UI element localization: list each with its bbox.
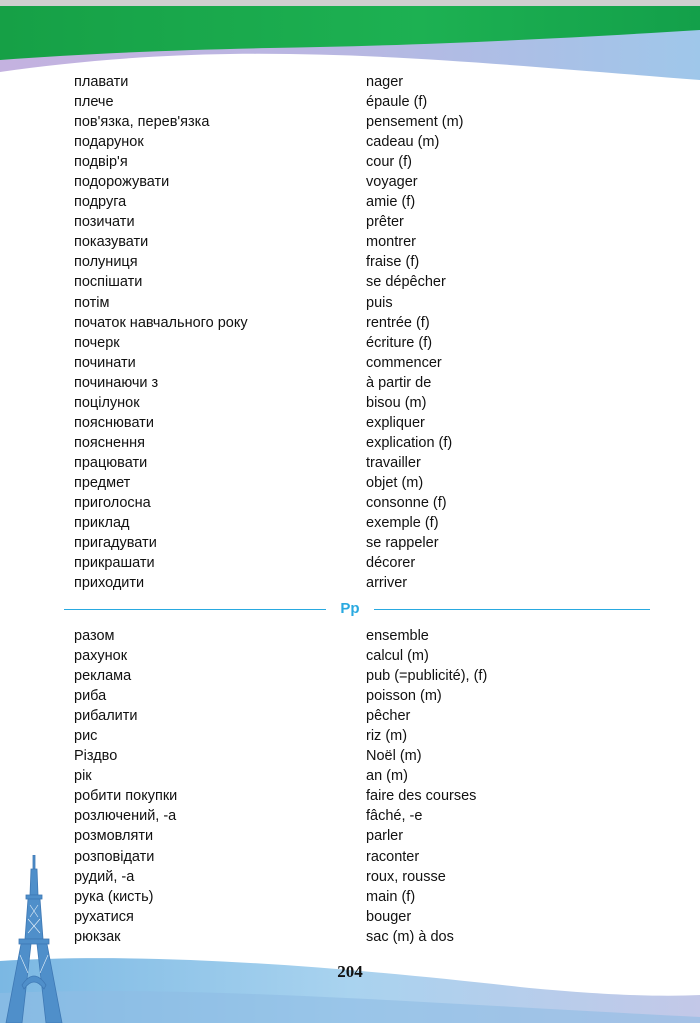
vocab-row: [0, 746, 700, 766]
french-translation: pêcher: [366, 708, 411, 725]
french-translation: cour (f): [366, 154, 412, 171]
french-translation: arriver: [366, 575, 408, 592]
french-translation: épaule (f): [366, 94, 428, 111]
section-divider: [64, 598, 650, 620]
vocab-row: [0, 766, 700, 786]
vocab-row: [0, 786, 700, 806]
vocab-row: [0, 686, 700, 706]
french-translation: main (f): [366, 888, 416, 905]
vocab-row: [0, 152, 700, 172]
vocab-row: [0, 433, 700, 453]
ukrainian-word: пояснення: [74, 434, 145, 451]
ukrainian-word: рухатися: [74, 908, 134, 925]
vocab-row: [0, 293, 700, 313]
vocab-row: [0, 413, 700, 433]
french-translation: pub (=publicité), (f): [366, 668, 488, 685]
vocab-row: [0, 553, 700, 573]
french-translation: faire des courses: [366, 788, 477, 805]
french-translation: montrer: [366, 234, 416, 251]
ukrainian-word: приклад: [74, 515, 130, 532]
section-letter-heading: Рр: [340, 600, 360, 617]
french-translation: décorer: [366, 555, 416, 572]
french-translation: prêter: [366, 214, 404, 231]
vocab-row: [0, 573, 700, 593]
ukrainian-word: починаючи з: [74, 374, 159, 391]
french-translation: à partir de: [366, 374, 432, 391]
ukrainian-word: полуниця: [74, 254, 138, 271]
ukrainian-word: приголосна: [74, 494, 151, 511]
ukrainian-word: початок навчального року: [74, 314, 248, 331]
ukrainian-word: починати: [74, 354, 136, 371]
header-decoration: [0, 0, 700, 80]
french-translation: rentrée (f): [366, 314, 430, 331]
ukrainian-word: потім: [74, 294, 110, 311]
french-translation: calcul (m): [366, 648, 429, 665]
ukrainian-word: рис: [74, 728, 98, 745]
vocab-row: [0, 867, 700, 887]
ukrainian-word: почерк: [74, 334, 120, 351]
vocab-row: [0, 272, 700, 292]
french-translation: roux, rousse: [366, 868, 446, 885]
vocab-row: [0, 706, 700, 726]
vocab-row: [0, 333, 700, 353]
french-translation: se rappeler: [366, 535, 439, 552]
ukrainian-word: пов'язка, перев'язка: [74, 114, 210, 131]
french-translation: explication (f): [366, 434, 453, 451]
vocab-row: [0, 826, 700, 846]
ukrainian-word: показувати: [74, 234, 149, 251]
vocab-row: [0, 212, 700, 232]
french-translation: pensement (m): [366, 114, 464, 131]
divider-line-left: [64, 609, 326, 610]
ukrainian-word: плече: [74, 94, 114, 111]
french-translation: poisson (m): [366, 688, 442, 705]
ukrainian-word: плавати: [74, 74, 129, 90]
french-translation: parler: [366, 828, 404, 845]
ukrainian-word: позичати: [74, 214, 135, 231]
vocab-row: [0, 847, 700, 867]
french-translation: expliquer: [366, 414, 425, 431]
ukrainian-word: рудий, -а: [74, 868, 135, 885]
french-translation: cadeau (m): [366, 134, 440, 151]
vocab-row: [0, 72, 700, 92]
ukrainian-word: подруга: [74, 194, 127, 211]
french-translation: exemple (f): [366, 515, 439, 532]
ukrainian-word: рибалити: [74, 708, 138, 725]
vocab-row: [0, 726, 700, 746]
vocab-row: [0, 473, 700, 493]
vocab-row: [0, 887, 700, 907]
vocab-row: [0, 373, 700, 393]
vocab-row: [0, 806, 700, 826]
ukrainian-word: прикрашати: [74, 555, 155, 572]
vocab-row: [0, 666, 700, 686]
french-translation: voyager: [366, 174, 418, 191]
vocab-row: [0, 646, 700, 666]
ukrainian-word: поцілунок: [74, 394, 140, 411]
french-translation: fraise (f): [366, 254, 420, 271]
french-translation: fâché, -e: [366, 808, 423, 825]
ukrainian-word: поспішати: [74, 274, 143, 291]
french-translation: amie (f): [366, 194, 416, 211]
vocab-row: [0, 313, 700, 333]
french-translation: consonne (f): [366, 494, 447, 511]
ukrainian-word: риба: [74, 688, 107, 705]
ukrainian-word: розмовляти: [74, 828, 154, 845]
vocab-row: [0, 252, 700, 272]
ukrainian-word: приходити: [74, 575, 145, 592]
vocab-row: [0, 513, 700, 533]
ukrainian-word: рахунок: [74, 648, 128, 665]
vocab-row: [0, 192, 700, 212]
ukrainian-word: предмет: [74, 474, 131, 491]
ukrainian-word: рюкзак: [74, 928, 121, 945]
ukrainian-word: разом: [74, 628, 115, 644]
vocab-row: [0, 92, 700, 112]
ukrainian-word: реклама: [74, 668, 132, 685]
vocabulary-list-r: [0, 626, 700, 947]
french-translation: puis: [366, 294, 393, 311]
french-translation: sac (m) à dos: [366, 928, 454, 945]
french-translation: travailler: [366, 454, 421, 471]
ukrainian-word: Різдво: [74, 748, 118, 765]
vocab-row: [0, 353, 700, 373]
french-translation: riz (m): [366, 728, 408, 745]
french-translation: an (m): [366, 768, 408, 785]
vocab-row: [0, 172, 700, 192]
vocab-row: [0, 132, 700, 152]
ukrainian-word: подвір'я: [74, 154, 128, 171]
page-number: 204: [337, 962, 363, 981]
ukrainian-word: подорожувати: [74, 174, 170, 191]
french-translation: écriture (f): [366, 334, 433, 351]
french-translation: raconter: [366, 848, 420, 865]
vocab-row: [0, 927, 700, 947]
french-translation: Noël (m): [366, 748, 422, 765]
vocab-row: [0, 232, 700, 252]
ukrainian-word: рік: [74, 768, 92, 785]
ukrainian-word: робити покупки: [74, 788, 178, 805]
vocab-row: [0, 453, 700, 473]
vocab-row: [0, 393, 700, 413]
french-translation: bouger: [366, 908, 412, 925]
french-translation: objet (m): [366, 474, 424, 491]
ukrainian-word: пояснювати: [74, 414, 154, 431]
ukrainian-word: пригадувати: [74, 535, 157, 552]
french-translation: se dépêcher: [366, 274, 446, 291]
vocab-row: [0, 626, 700, 646]
vocab-row: [0, 907, 700, 927]
ukrainian-word: працювати: [74, 454, 148, 471]
vocab-row: [0, 533, 700, 553]
french-translation: bisou (m): [366, 394, 427, 411]
french-translation: nager: [366, 74, 404, 90]
ukrainian-word: розлючений, -а: [74, 808, 177, 825]
ukrainian-word: подарунок: [74, 134, 144, 151]
divider-line-right: [374, 609, 650, 610]
vocab-row: [0, 112, 700, 132]
ukrainian-word: рука (кисть): [74, 888, 154, 905]
french-translation: ensemble: [366, 628, 429, 644]
french-translation: commencer: [366, 354, 442, 371]
vocab-row: [0, 493, 700, 513]
ukrainian-word: розповідати: [74, 848, 155, 865]
vocabulary-list-p: [0, 72, 700, 593]
